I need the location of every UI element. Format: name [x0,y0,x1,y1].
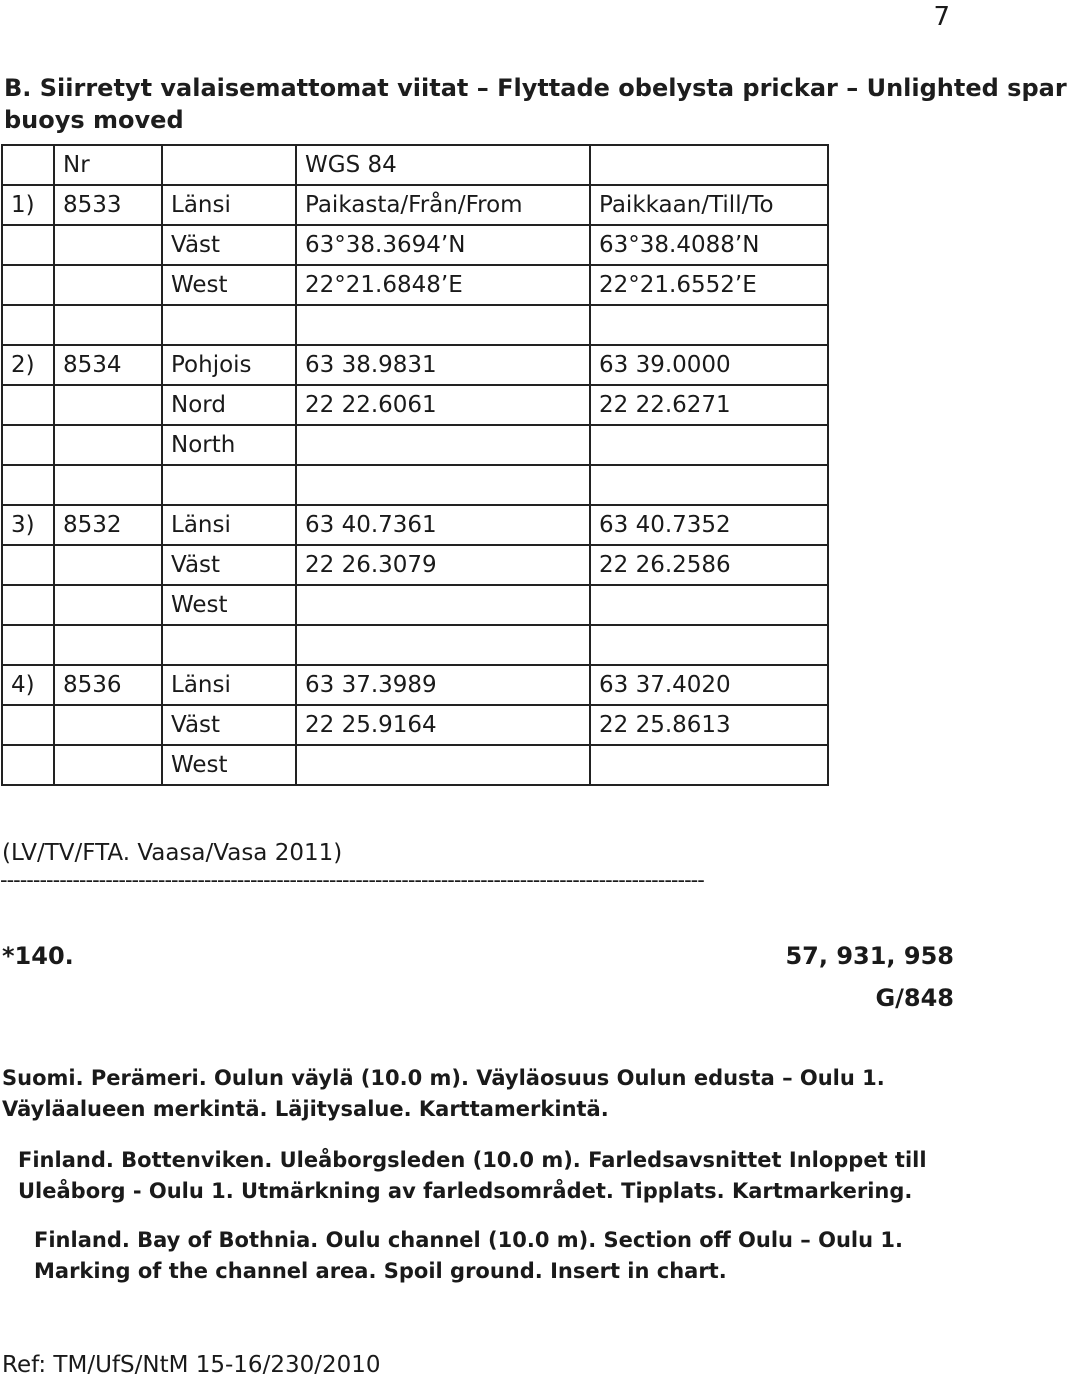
from-cell [296,585,590,625]
chart-reference: G/848 [875,984,954,1012]
nr-cell [54,265,162,305]
direction-cell: Länsi [162,185,296,225]
table-row [2,265,828,305]
header-wgs84-cell: WGS 84 [296,145,590,185]
from-cell: 22°21.6848’E [296,265,590,305]
direction-cell [162,305,296,345]
from-cell: 63 38.9831 [296,345,590,385]
from-cell: 63 37.3989 [296,665,590,705]
swedish-text-line-2: Uleåborg - Oulu 1. Utmärkning av farledsområdet. Tipplats. Kartmarkering. [18,1179,913,1203]
table-row [2,505,828,545]
from-cell [296,465,590,505]
nr-cell [54,705,162,745]
english-text-line-2: Marking of the channel area. Spoil ground. Insert in chart. [34,1259,727,1283]
to-cell: 63 40.7352 [590,505,828,545]
from-cell [296,305,590,345]
to-cell: 22 26.2586 [590,545,828,585]
nr-cell [54,225,162,265]
header-direction-cell [162,145,296,185]
index-cell: 1) [2,185,54,225]
dashed-separator: ----------------------------------------------------------------------------------------------------------- [0,868,704,892]
nr-cell [54,465,162,505]
from-cell [296,425,590,465]
direction-cell: Länsi [162,665,296,705]
table-row [2,665,828,705]
nr-cell [54,625,162,665]
from-cell: 22 26.3079 [296,545,590,585]
table-header-row [2,145,828,185]
table-row [2,385,828,425]
index-cell [2,305,54,345]
table-row [2,345,828,385]
to-cell: 63 39.0000 [590,345,828,385]
to-cell: 22 25.8613 [590,705,828,745]
direction-cell: Nord [162,385,296,425]
table-row [2,425,828,465]
direction-cell: Väst [162,705,296,745]
from-cell: 22 22.6061 [296,385,590,425]
index-cell [2,465,54,505]
index-cell [2,585,54,625]
from-cell: 22 25.9164 [296,705,590,745]
from-cell: 63°38.3694’N [296,225,590,265]
index-cell [2,225,54,265]
table-row [2,705,828,745]
to-cell [590,465,828,505]
to-cell: 22°21.6552’E [590,265,828,305]
index-cell [2,385,54,425]
table-row [2,585,828,625]
table-row [2,185,828,225]
nr-cell [54,385,162,425]
table-row [2,225,828,265]
to-cell [590,585,828,625]
index-cell [2,625,54,665]
to-cell: 22 22.6271 [590,385,828,425]
nr-cell [54,585,162,625]
index-cell: 4) [2,665,54,705]
english-text-line-1: Finland. Bay of Bothnia. Oulu channel (10.0 m). Section off Oulu – Oulu 1. [34,1228,903,1252]
to-cell [590,625,828,665]
to-cell: 63°38.4088’N [590,225,828,265]
table-row [2,305,828,345]
from-cell: Paikasta/Från/From [296,185,590,225]
header-index-cell [2,145,54,185]
nr-cell [54,745,162,785]
index-cell [2,545,54,585]
direction-cell: Pohjois [162,345,296,385]
nr-cell [54,425,162,465]
direction-cell: Väst [162,225,296,265]
index-cell [2,265,54,305]
direction-cell [162,625,296,665]
direction-cell: West [162,745,296,785]
from-cell [296,625,590,665]
direction-cell [162,465,296,505]
source-note: (LV/TV/FTA. Vaasa/Vasa 2011) [2,840,343,866]
to-cell: Paikkaan/Till/To [590,185,828,225]
page-number: 7 [933,2,950,32]
finnish-text-line-1: Suomi. Perämeri. Oulun väylä (10.0 m). Väyläosuus Oulun edusta – Oulu 1. [2,1066,885,1090]
index-cell: 2) [2,345,54,385]
nr-cell [54,545,162,585]
index-cell [2,745,54,785]
from-cell: 63 40.7361 [296,505,590,545]
from-cell [296,745,590,785]
table-row [2,465,828,505]
section-heading-line-2: buoys moved [4,106,184,134]
direction-cell: West [162,585,296,625]
direction-cell: Väst [162,545,296,585]
nr-cell: 8536 [54,665,162,705]
to-cell [590,425,828,465]
swedish-text-line-1: Finland. Bottenviken. Uleåborgsleden (10.0 m). Farledsavsnittet Inloppet till [18,1148,927,1172]
header-to-cell [590,145,828,185]
table-row [2,545,828,585]
nr-cell: 8533 [54,185,162,225]
direction-cell: West [162,265,296,305]
direction-cell: Länsi [162,505,296,545]
table-row [2,745,828,785]
to-cell [590,745,828,785]
to-cell [590,305,828,345]
notice-number: *140. [2,942,74,970]
header-nr-cell: Nr [54,145,162,185]
table-row [2,625,828,665]
index-cell [2,705,54,745]
buoy-table [1,144,829,786]
section-heading-line-1: B. Siirretyt valaisemattomat viitat – Flyttade obelysta prickar – Unlighted spar [4,74,1067,102]
index-cell [2,425,54,465]
finnish-text-line-2: Väyläalueen merkintä. Läjitysalue. Karttamerkintä. [2,1097,609,1121]
nr-cell: 8532 [54,505,162,545]
chart-numbers: 57, 931, 958 [785,942,954,970]
index-cell: 3) [2,505,54,545]
to-cell: 63 37.4020 [590,665,828,705]
nr-cell [54,305,162,345]
reference-line: Ref: TM/UfS/NtM 15-16/230/2010 [2,1352,381,1378]
direction-cell: North [162,425,296,465]
nr-cell: 8534 [54,345,162,385]
